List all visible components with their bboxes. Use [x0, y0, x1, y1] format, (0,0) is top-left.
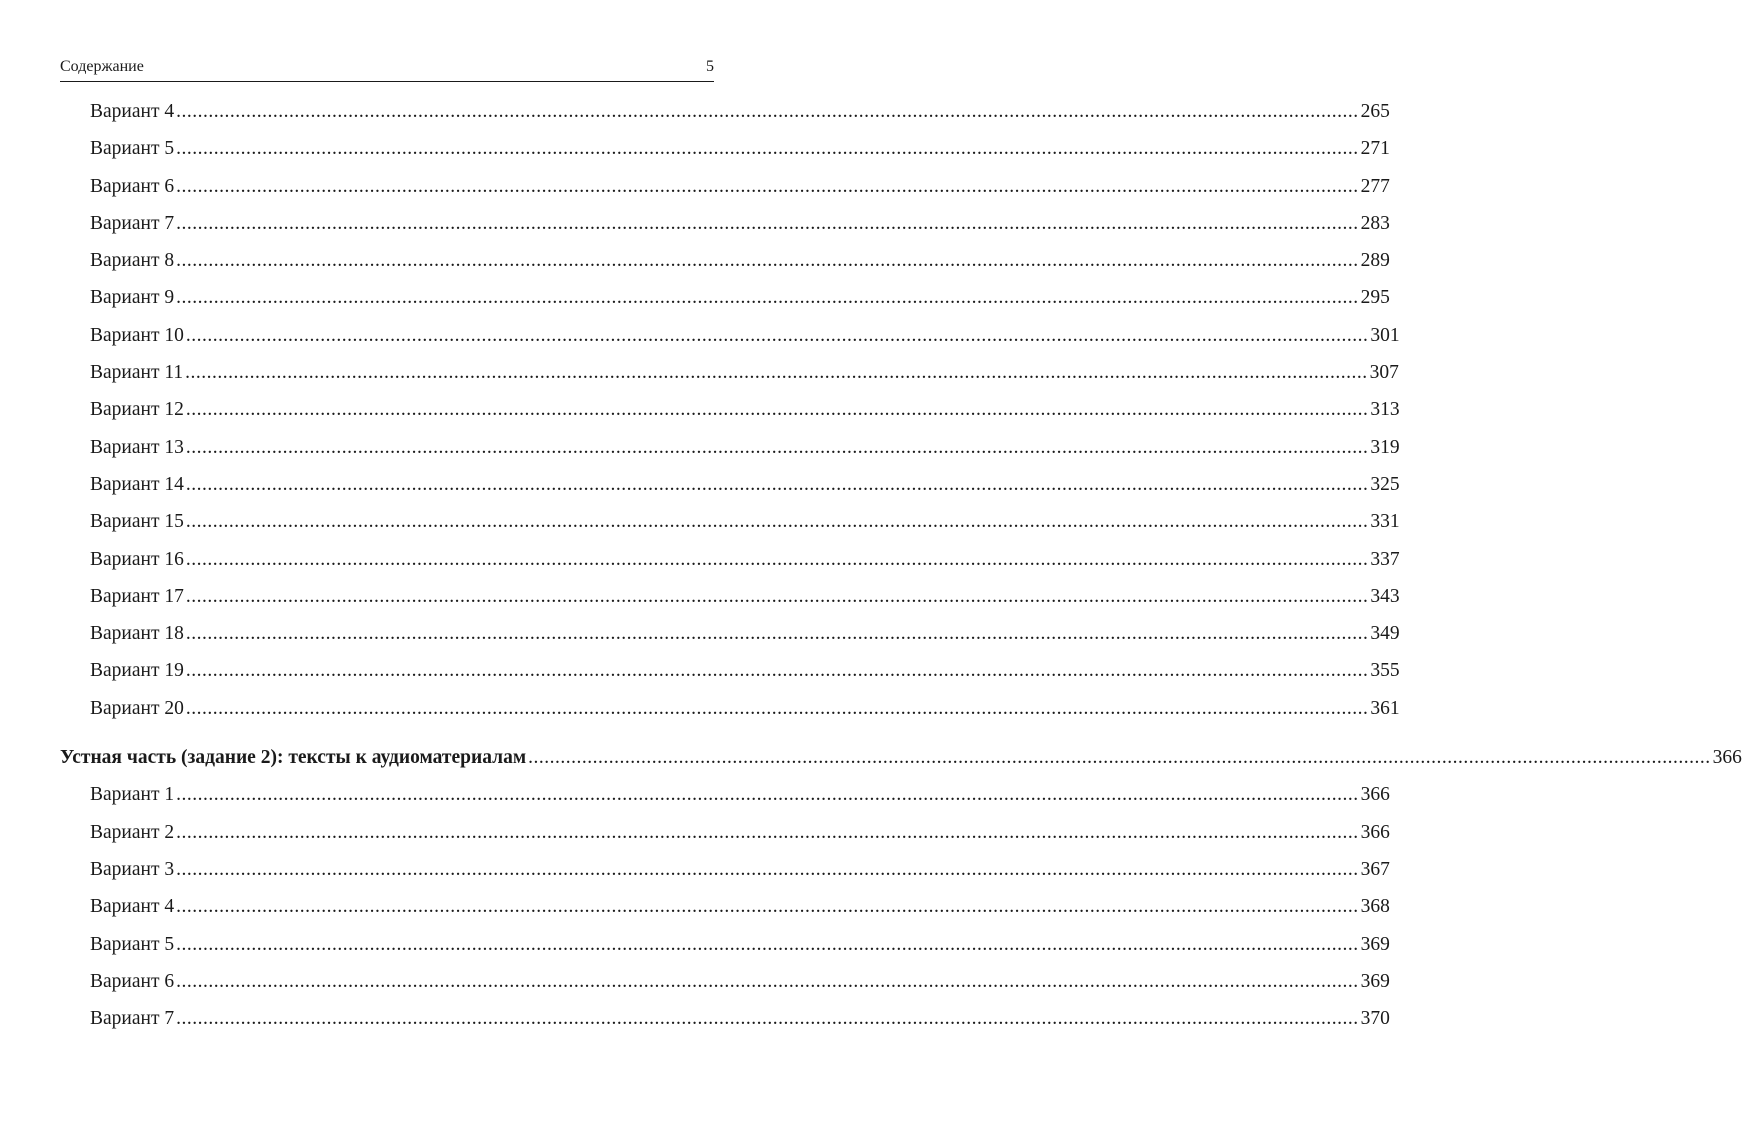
dot-leader: ............................................................................................................................................................................................................................ — [185, 585, 1369, 607]
toc-entry-page-number: 369 — [1360, 933, 1390, 955]
dot-leader: ............................................................................................................................................................................................................................ — [176, 858, 1359, 880]
toc-entry-page-number: 366 — [1360, 784, 1390, 806]
toc-entry-page-number: 301 — [1370, 324, 1400, 346]
header-page-number: 5 — [706, 58, 714, 75]
toc-entry — [0, 391, 1400, 428]
toc-entry-page-number: 289 — [1360, 250, 1390, 272]
dot-leader: ............................................................................................................................................................................................................................ — [185, 511, 1369, 533]
dot-leader: ............................................................................................................................................................................................................................ — [176, 896, 1359, 918]
running-title: Содержание — [60, 58, 144, 75]
dot-leader: ............................................................................................................................................................................................................................ — [185, 623, 1369, 645]
dot-leader: ............................................................................................................................................................................................................................ — [176, 101, 1359, 122]
toc-entry-page-number: 366 — [1712, 747, 1742, 769]
toc-entry-title: Вариант 20 — [90, 697, 184, 719]
toc-entry — [0, 1000, 1390, 1037]
toc-entry-page-number: 307 — [1369, 362, 1399, 384]
dot-leader: ............................................................................................................................................................................................................................ — [176, 1008, 1359, 1030]
toc-entry-title: Вариант 8 — [90, 250, 175, 272]
toc-entry-title: Устная часть (задание 2): тексты к аудиоматериалам — [60, 747, 527, 769]
dot-leader: ............................................................................................................................................................................................................................ — [176, 784, 1359, 806]
table-of-contents — [0, 93, 1742, 1037]
toc-entry-title: Вариант 19 — [90, 660, 184, 682]
dot-leader: ............................................................................................................................................................................................................................ — [185, 697, 1369, 719]
dot-leader: ............................................................................................................................................................................................................................ — [176, 287, 1359, 309]
dot-leader: ............................................................................................................................................................................................................................ — [185, 548, 1369, 570]
toc-entry — [0, 578, 1400, 615]
dot-leader: ............................................................................................................................................................................................................................ — [176, 250, 1359, 272]
toc-entry — [0, 776, 1390, 813]
toc-entry-page-number: 295 — [1360, 287, 1390, 309]
toc-entry-page-number: 366 — [1360, 821, 1390, 843]
toc-entry-page-number: 343 — [1370, 585, 1400, 607]
toc-entry-page-number: 369 — [1360, 970, 1390, 992]
toc-entry-page-number: 337 — [1370, 548, 1400, 570]
toc-entry-title: Вариант 5 — [90, 138, 175, 160]
toc-entry — [0, 242, 1390, 279]
toc-entry-title: Вариант 4 — [90, 896, 175, 918]
toc-entry-title: Вариант 2 — [90, 821, 175, 843]
dot-leader: ............................................................................................................................................................................................................................ — [185, 324, 1369, 346]
toc-entry — [0, 168, 1390, 205]
toc-entry — [0, 851, 1390, 888]
toc-entry-title: Вариант 4 — [90, 101, 175, 122]
toc-entry-page-number: 355 — [1370, 660, 1400, 682]
toc-entry — [0, 130, 1390, 167]
toc-entry-title: Вариант 15 — [90, 511, 184, 533]
toc-entry — [0, 615, 1400, 652]
toc-entry-title: Вариант 5 — [90, 933, 175, 955]
toc-entry — [0, 888, 1390, 925]
toc-entry — [0, 541, 1400, 578]
dot-leader: ............................................................................................................................................................................................................................ — [176, 138, 1359, 160]
toc-entry-title: Вариант 7 — [90, 212, 175, 234]
dot-leader: ............................................................................................................................................................................................................................ — [185, 436, 1369, 458]
toc-entry-page-number: 265 — [1360, 101, 1390, 122]
toc-entry — [0, 926, 1390, 963]
toc-entry-title: Вариант 6 — [90, 970, 175, 992]
toc-entry — [0, 963, 1390, 1000]
dot-leader: ............................................................................................................................................................................................................................ — [528, 747, 1711, 769]
dot-leader: ............................................................................................................................................................................................................................ — [176, 212, 1359, 234]
toc-entry-page-number: 319 — [1370, 436, 1400, 458]
toc-entry-title: Вариант 16 — [90, 548, 184, 570]
toc-entry-page-number: 361 — [1370, 697, 1400, 719]
toc-entry-page-number: 331 — [1370, 511, 1400, 533]
toc-entry-page-number: 325 — [1370, 473, 1400, 495]
running-header — [60, 56, 714, 78]
dot-leader: ............................................................................................................................................................................................................................ — [185, 399, 1369, 421]
dot-leader: ............................................................................................................................................................................................................................ — [176, 821, 1359, 843]
toc-entry-title: Вариант 6 — [90, 175, 175, 197]
toc-entry-title: Вариант 1 — [90, 784, 175, 806]
toc-entry — [0, 690, 1400, 727]
dot-leader: ............................................................................................................................................................................................................................ — [176, 175, 1359, 197]
toc-entry-title: Вариант 12 — [90, 399, 184, 421]
toc-entry-page-number: 271 — [1360, 138, 1390, 160]
dot-leader: ............................................................................................................................................................................................................................ — [176, 933, 1359, 955]
toc-entry-title: Вариант 14 — [90, 473, 184, 495]
toc-entry — [0, 93, 1390, 130]
dot-leader: ............................................................................................................................................................................................................................ — [185, 660, 1369, 682]
toc-entry — [0, 279, 1390, 316]
toc-entry-page-number: 277 — [1360, 175, 1390, 197]
toc-entry-title: Вариант 3 — [90, 858, 175, 880]
toc-entry — [0, 354, 1399, 391]
toc-entry — [0, 317, 1400, 354]
toc-entry — [0, 814, 1390, 851]
header-rule — [60, 81, 714, 82]
toc-entry-page-number: 283 — [1360, 212, 1390, 234]
toc-entry-title: Вариант 11 — [90, 362, 184, 384]
dot-leader: ............................................................................................................................................................................................................................ — [176, 970, 1359, 992]
toc-entry-page-number: 313 — [1370, 399, 1400, 421]
dot-leader: ............................................................................................................................................................................................................................ — [185, 473, 1369, 495]
toc-entry-page-number: 367 — [1360, 858, 1390, 880]
toc-section-entry — [0, 739, 1742, 776]
toc-entry-title: Вариант 17 — [90, 585, 184, 607]
toc-entry — [0, 652, 1400, 689]
toc-entry-page-number: 368 — [1360, 896, 1390, 918]
toc-entry-title: Вариант 10 — [90, 324, 184, 346]
toc-entry — [0, 503, 1400, 540]
toc-entry-title: Вариант 13 — [90, 436, 184, 458]
toc-entry-title: Вариант 9 — [90, 287, 175, 309]
toc-entry-title: Вариант 7 — [90, 1008, 175, 1030]
toc-entry — [0, 466, 1400, 503]
toc-entry-page-number: 370 — [1360, 1008, 1390, 1030]
dot-leader: ............................................................................................................................................................................................................................ — [185, 362, 1368, 384]
toc-entry — [0, 429, 1400, 466]
toc-entry-title: Вариант 18 — [90, 623, 184, 645]
toc-entry-page-number: 349 — [1370, 623, 1400, 645]
toc-entry — [0, 205, 1390, 242]
